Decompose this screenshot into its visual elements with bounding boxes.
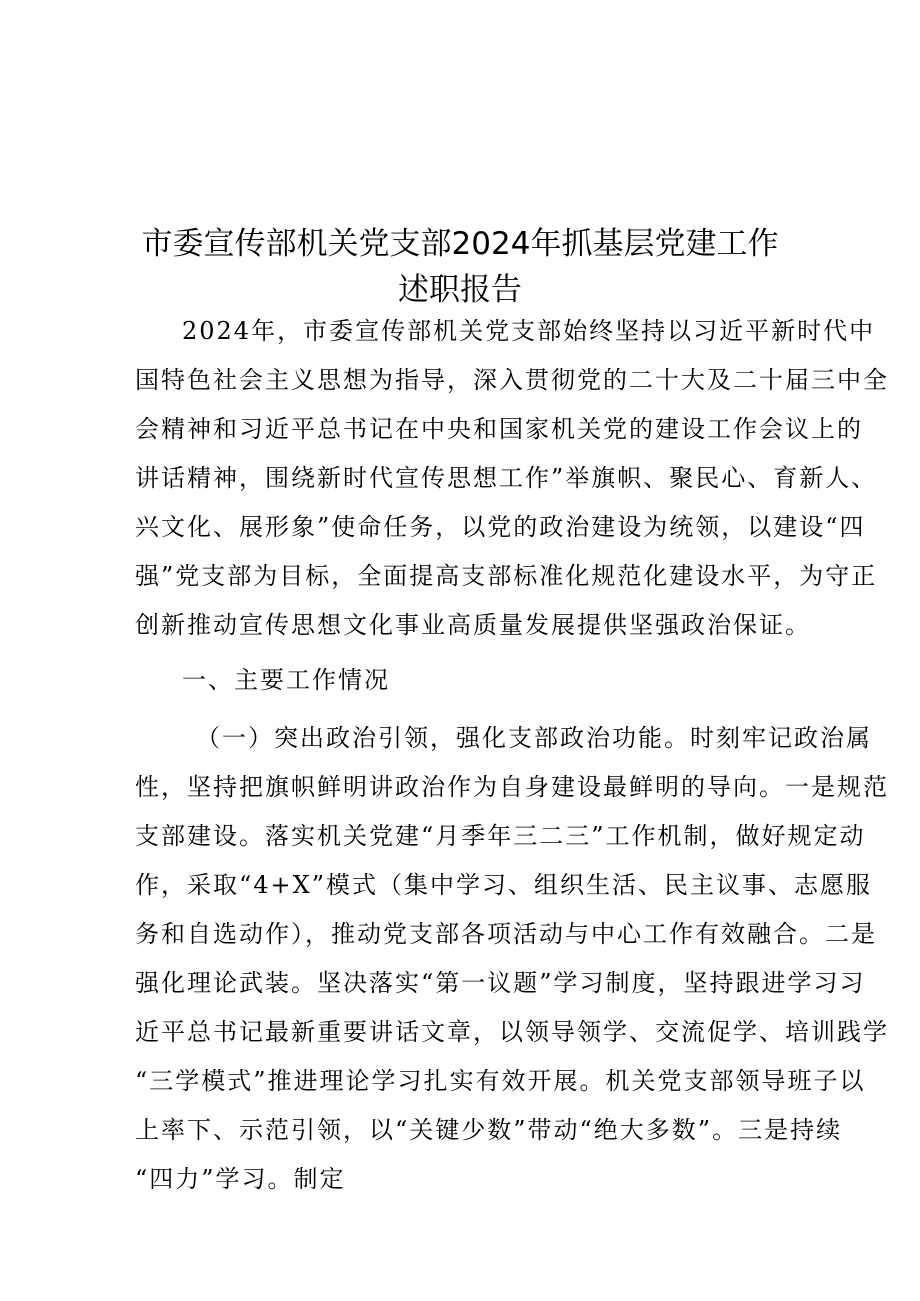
document-title-line-2: 述职报告 <box>398 272 522 308</box>
section1-line-6: 强化理论武装。坚决落实“第一议题”学习制度，坚持跟进学习习 <box>135 969 866 997</box>
intro-line-5: 兴文化、展形象”使命任务，以党的政治建设为统领，以建设“四 <box>135 513 866 541</box>
section1-line-2: 性，坚持把旗帜鲜明讲政治作为自身建设最鲜明的导向。一是规范 <box>135 773 889 801</box>
section1-line-4: 作，采取“4+X”模式（集中学习、组织生活、民主议事、志愿服 <box>135 871 873 899</box>
intro-line-1: 2024年，市委宣传部机关党支部始终坚持以习近平新时代中 <box>182 317 876 345</box>
section1-line-10: “四力”学习。制定 <box>135 1165 346 1193</box>
section1-line-9: 上率下、示范引领，以“关键少数”带动“绝大多数”。三是持续 <box>135 1116 843 1144</box>
intro-line-3: 会精神和习近平总书记在中央和国家机关党的建设工作会议上的 <box>135 415 863 443</box>
intro-line-4: 讲话精神，围绕新时代宣传思想工作”举旗帜、聚民心、育新人、 <box>135 464 878 492</box>
intro-line-2: 国特色社会主义思想为指导，深入贯彻党的二十大及二十届三中全 <box>135 366 889 394</box>
section1-line-7: 近平总书记最新重要讲话文章，以领导领学、交流促学、培训践学 <box>135 1018 889 1046</box>
section1-line-8: “三学模式”推进理论学习扎实有效开展。机关党支部领导班子以 <box>135 1067 866 1095</box>
section1-line-1: （一）突出政治引领，强化支部政治功能。时刻牢记政治属 <box>196 724 872 752</box>
intro-line-7: 创新推动宣传思想文化事业高质量发展提供坚强政治保证。 <box>135 611 811 639</box>
section-heading: 一、主要工作情况 <box>182 666 390 694</box>
section1-line-3: 支部建设。落实机关党建“月季年三二三”工作机制，做好规定动 <box>135 822 866 850</box>
document-title-line-1: 市委宣传部机关党支部2024年抓基层党建工作 <box>141 226 779 262</box>
intro-line-6: 强”党支部为目标，全面提高支部标准化规范化建设水平，为守正 <box>135 562 878 590</box>
section1-line-5: 务和自选动作），推动党支部各项活动与中心工作有效融合。二是 <box>135 920 877 948</box>
